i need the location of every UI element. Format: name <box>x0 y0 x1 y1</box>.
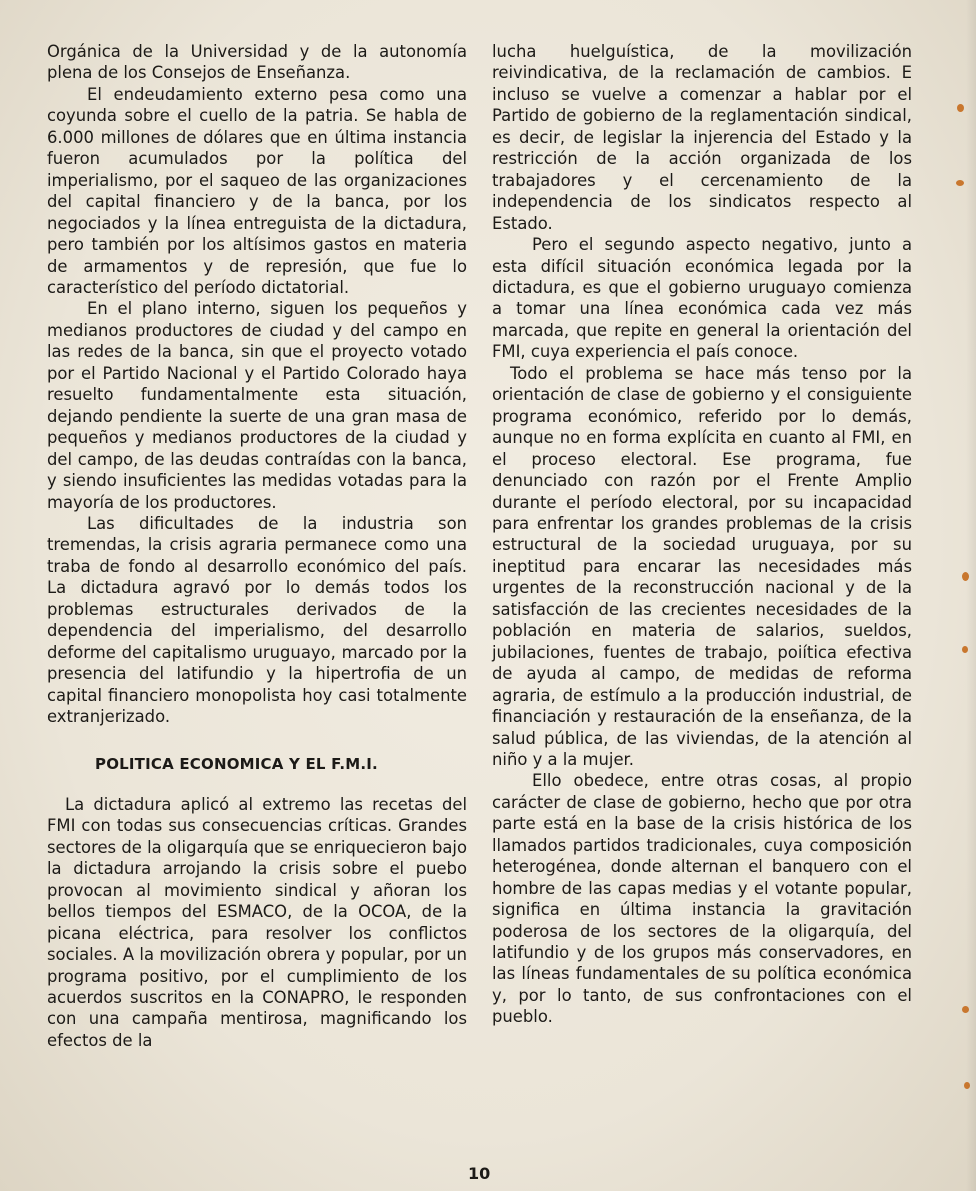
paragraph: La dictadura aplicó al extremo las recetas del FMI con todas sus consecuencias críticas. Grandes sectores de la oligarquía que se enriquecieron bajo la dictadura arrojando la crisis sobre el puebo provocan al movimiento sindical y añoran los bellos tiempos del ESMACO, de la OCOA, de la picana eléctrica, para resolver los conflictos sociales. A la movilización obrera y popular, por un programa positivo, por el cumplimiento de los acuerdos suscritos en la CONAPRO, le responden con una campaña mentirosa, magnificando los efectos de la <box>47 794 467 1050</box>
paragraph: El endeudamiento externo pesa como una coyunda sobre el cuello de la patria. Se habla de 6.000 millones de dólares que en última instancia fueron acumulados por la política del imperialismo, por el saqueo de las organizaciones del capital financiero y de la banca, por los negociados y la línea entreguista de la dictadura, pero también por los altísimos gastos en materia de armamentos y de represión, que fue lo característico del período dictatorial. <box>47 84 467 297</box>
left-column <box>47 41 467 1051</box>
paper-stain <box>957 104 964 112</box>
page-number: 10 <box>468 1164 491 1183</box>
paragraph: Pero el segundo aspecto negativo, junto a esta difícil situación económica legada por la dictadura, es que el gobierno uruguayo comienza a tomar una línea económica cada vez más marcada, que repite en general la orientación del FMI, cuya experiencia el país conoce. <box>492 235 912 362</box>
paper-stain <box>956 180 964 186</box>
paragraph: lucha huelguística, de la movilización reivindicativa, de la reclamación de cambios. E incluso se vuelve a comenzar a hablar por el Partido de gobierno de la reglamentación sindical, es decir, de legislar la injerencia del Estado y la restricción de la acción organizada de los trabajadores y el cercenamiento de la independencia de los sindicatos respecto al Estado. <box>492 42 912 233</box>
paragraph: En el plano interno, siguen los pequeños y medianos productores de ciudad y del campo en las redes de la banca, sin que el proyecto votado por el Partido Nacional y el Partido Colorado haya resuelto fundamentalmente esta situación, dejando pendiente la suerte de una gran masa de pequeños y medianos productores de la ciudad y del campo, de las deudas contraídas con la banca, y siendo insuficientes las medidas votadas para la mayoría de los productores. <box>47 299 467 512</box>
section-heading: POLITICA ECONOMICA Y EL F.M.I. <box>95 754 378 773</box>
paragraph: Todo el problema se hace más tenso por la orientación de clase de gobierno y el consiguiente programa económico, referido por lo demás, aunque no en forma explícita en cuanto al FMI, en el proceso electoral. Ese programa, fue denunciado con razón por el Frente Amplio durante el período electoral, por su incapacidad para enfrentar los grandes problemas de la crisis estructural de la sociedad uruguaya, por su ineptitud para encarar las necesidades más urgentes de la reconstrucción nacional y de la satisfacción de las crecientes necesidades de la población en materia de salarios, sueldos, jubilaciones, fuentes de trabajo, poiítica efectiva de ayuda al campo, de medidas de reforma agraria, de estímulo a la producción industrial, de financiación y restauración de la enseñanza, de la salud pública, de las viviendas, de la atención al niño y a la mujer. <box>492 363 912 769</box>
paragraph: Orgánica de la Universidad y de la autonomía plena de los Consejos de Enseñanza. <box>47 42 467 83</box>
right-column <box>492 41 912 1028</box>
paragraph: Las dificultades de la industria son tremendas, la crisis agraria permanece como una traba de fondo al desarrollo económico del país. La dictadura agravó por lo demás todos los problemas estructurales derivados de la dependencia del imperialismo, del desarrollo deforme del capitalismo uruguayo, marcado por la presencia del latifundio y la hipertrofia de un capital financiero monopolista hoy casi totalmente extranjerizado. <box>47 513 467 727</box>
page-edge-shadow <box>966 0 976 1191</box>
paragraph: Ello obedece, entre otras cosas, al propio carácter de clase de gobierno, hecho que por otra parte está en la base de la crisis histórica de los llamados partidos tradicionales, cuya composición heterogénea, donde alternan el banquero con el hombre de las capas medias y el votante popular, significa en última instancia la gravitación poderosa de los sectores de la oligarquía, del latifundio y de los grupos más conservadores, en las líneas fundamentales de su política económica y, por lo tanto, de sus confrontaciones con el pueblo. <box>492 771 912 1027</box>
